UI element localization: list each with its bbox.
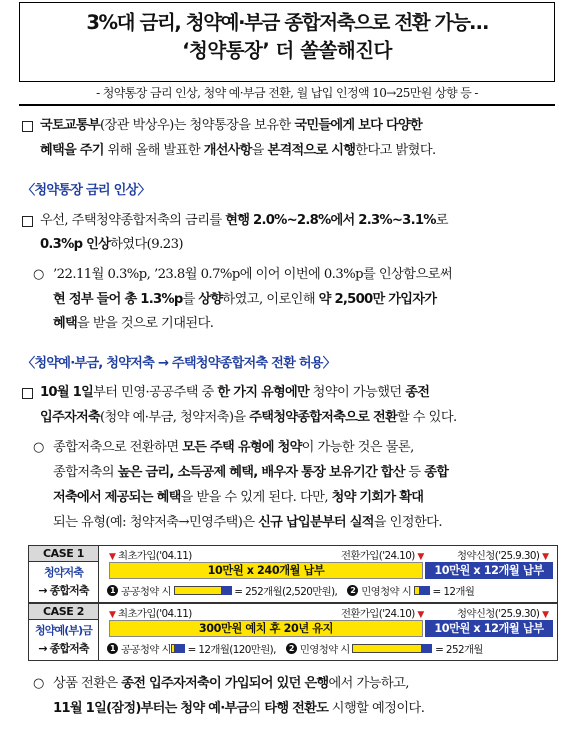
marker-triangle-icon: ▼ (542, 610, 549, 620)
blue-swatch-icon (175, 644, 185, 653)
case-id: CASE 1 (29, 546, 99, 562)
s2-p3-line-2: 11월 1일(잠정)부터는 청약 예·부금의 타행 전환도 시행할 예정이다. (53, 701, 425, 716)
marker-triangle-icon: ▼ (417, 610, 424, 620)
s2-p2-line-1: 종합저축으로 전환하면 모든 주택 유형에 청약이 가능한 것은 물론, (53, 440, 414, 455)
marker-triangle-icon: ▼ (542, 552, 549, 562)
section-2-heading: 〈청약예·부금, 청약저축 → 주택청약종합저축 전환 허용〉 (22, 356, 336, 371)
blue-swatch-icon (422, 644, 432, 653)
case-1-diagram (28, 545, 558, 603)
s1-p2-line-3: 혜택을 받을 것으로 기대된다. (53, 316, 214, 331)
section-1-heading: 〈청약통장 금리 인상〉 (22, 183, 150, 198)
s2-p2-line-2: 종합저축의 높은 금리, 소득공제 혜택, 배우자 통장 보유기간 합산 등 종합 (53, 465, 449, 480)
number-1-icon: 1 (107, 585, 118, 596)
intro-line-2: 혜택을 주기 위해 올해 발표한 개선사항을 본격적으로 시행한다고 밝혔다. (40, 143, 436, 158)
case-legend: 1 공공청약 시 = 12개월(120만원), 2 민영청약 시 = 252개월 (107, 641, 483, 656)
case-type: 청약저축 → 종합저축 (29, 562, 99, 603)
s2-p3-line-1: 상품 전환은 종전 입주자저축이 가입되어 있던 은행에서 가능하고, (53, 676, 409, 691)
intro-line-1: 국토교통부(장관 박상우)는 청약통장을 보유한 국민들에게 보다 다양한 (40, 118, 422, 133)
square-bullet-icon (22, 121, 33, 132)
subtitle: - 청약통장 금리 인상, 청약 예·부금 전환, 월 납입 인정액 10→25만원 상향 등 - (96, 86, 478, 100)
s1-p2-line-1: ’22.11월 0.3%p, ’23.8월 0.7%p에 이어 이번에 0.3%p를 인상함으로써 (53, 267, 453, 282)
title-line-2: ‘청약통장’ 더 쏠쏠해진다 (182, 39, 392, 62)
case-id: CASE 2 (29, 604, 99, 620)
s1-p2-line-2: 현 정부 들어 총 1.3%p를 상향하였고, 이로인해 약 2,500만 가입자가 (53, 292, 437, 307)
blue-swatch-icon (222, 586, 232, 595)
yellow-swatch-icon (174, 586, 222, 595)
square-bullet-icon (22, 388, 33, 399)
marker-triangle-icon: ▼ (417, 552, 424, 562)
yellow-swatch-icon (352, 644, 422, 653)
s2-p2-line-4: 되는 유형(예: 청약저축→민영주택)은 신규 납입분부터 실적을 인정한다. (53, 515, 442, 530)
case-2-diagram (28, 603, 558, 661)
title-line-1: 3%대 금리, 청약예·부금 종합저축으로 전환 가능… (86, 11, 488, 34)
circle-bullet-icon: ○ (33, 676, 45, 691)
title-underline (19, 104, 555, 106)
case-type: 청약예(부)금 → 종합저축 (29, 620, 99, 661)
timeline-apply: 청약신청('25.9.30) ▼ (457, 550, 549, 562)
case-legend: 1 공공청약 시 = 252개월(2,520만원), 2 민영청약 시 = 12개월 (107, 583, 474, 598)
s2-p1-line-2: 입주자저축(청약 예·부금, 청약저축)을 주택청약종합저축으로 전환할 수 있다. (40, 410, 457, 425)
circle-bullet-icon: ○ (33, 440, 45, 455)
s1-p1-line-1: 우선, 주택청약종합저축의 금리를 현행 2.0%~2.8%에서 2.3%~3.1%로 (40, 213, 448, 228)
timeline-convert: 전환가입('24.10) ▼ (341, 550, 424, 562)
s1-p1-line-2: 0.3%p 인상하였다(9.23) (40, 237, 184, 252)
marker-triangle-icon: ▼ (109, 610, 116, 620)
timeline-start: ▼ 최초가입('04.11) (109, 550, 192, 562)
s2-p2-line-3: 저축에서 제공되는 혜택을 받을 수 있게 된다. 다만, 청약 기회가 확대 (53, 490, 424, 505)
payment-bar-before: 10만원 x 240개월 납부 (109, 562, 423, 579)
number-2-icon: 2 (286, 643, 297, 654)
circle-bullet-icon: ○ (33, 267, 45, 282)
number-2-icon: 2 (347, 585, 358, 596)
title-box (19, 2, 555, 82)
timeline-convert: 전환가입('24.10) ▼ (341, 608, 424, 620)
timeline-apply: 청약신청('25.9.30) ▼ (457, 608, 549, 620)
number-1-icon: 1 (107, 643, 118, 654)
marker-triangle-icon: ▼ (109, 552, 116, 562)
payment-bar-after: 10만원 x 12개월 납부 (425, 562, 553, 579)
blue-swatch-icon (420, 586, 430, 595)
payment-bar-after: 10만원 x 12개월 납부 (425, 620, 553, 637)
timeline-start: ▼ 최초가입('04.11) (109, 608, 192, 620)
s2-p1-line-1: 10월 1일부터 민영·공공주택 중 한 가지 유형에만 청약이 가능했던 종전 (40, 385, 430, 400)
deposit-bar-before: 300만원 예치 후 20년 유지 (109, 620, 423, 637)
square-bullet-icon (22, 216, 33, 227)
